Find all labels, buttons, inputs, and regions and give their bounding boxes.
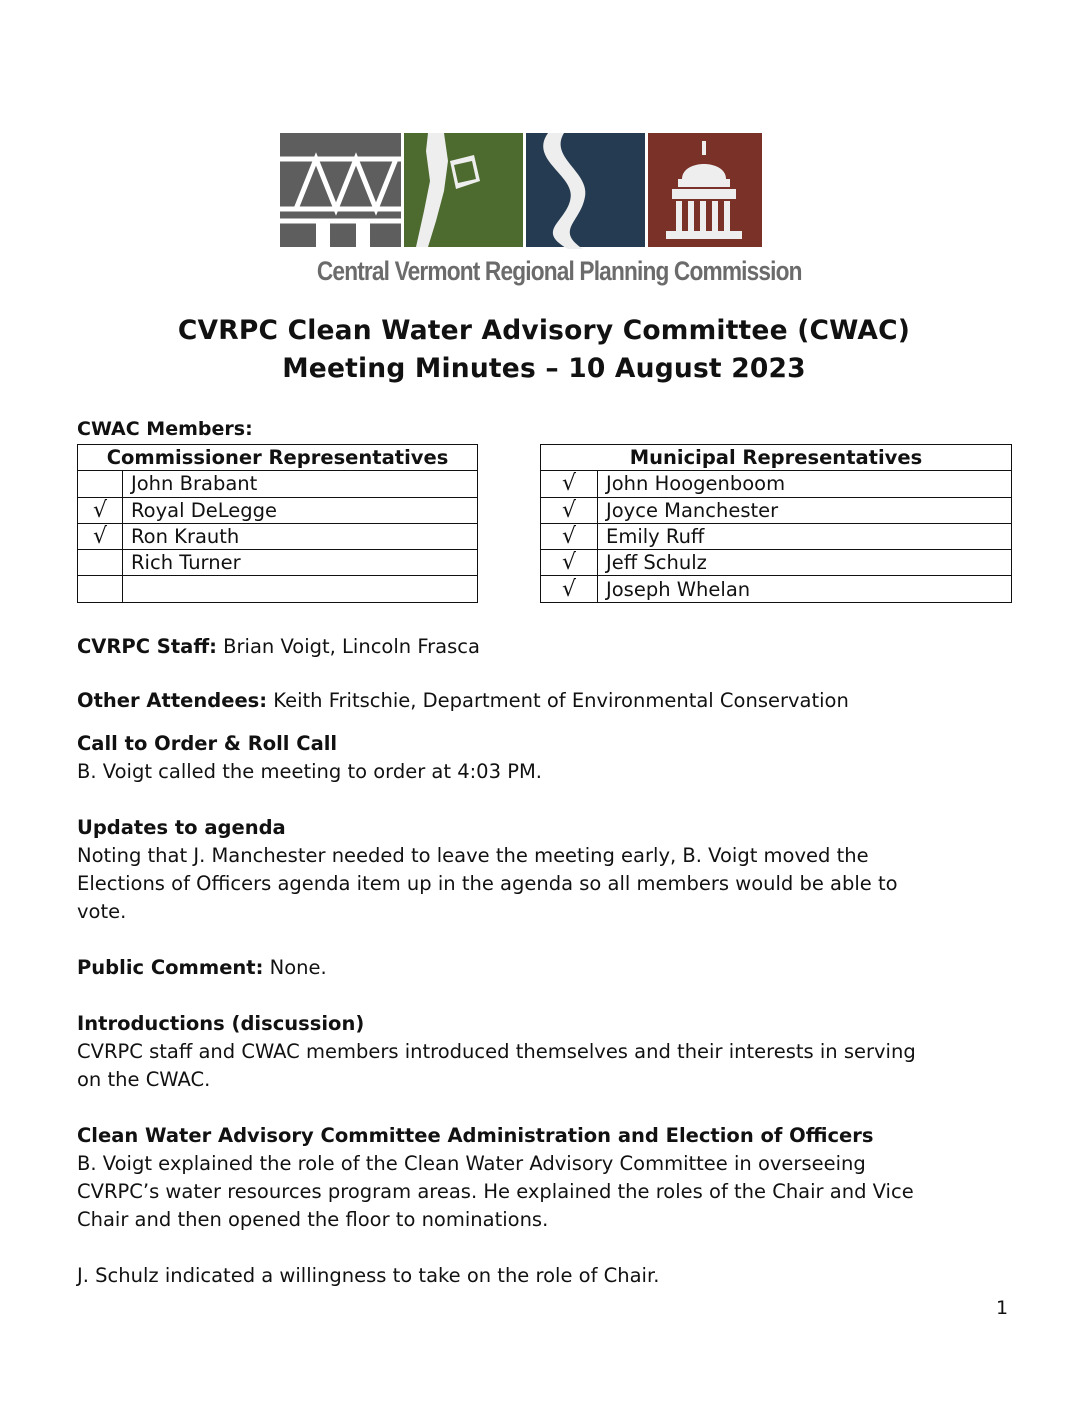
table-row: [541, 497, 1012, 523]
municipal-table-header: Municipal Representatives: [541, 445, 1012, 471]
page-number: 1: [996, 1297, 1009, 1319]
schulz-paragraph: J. Schulz indicated a willingness to take on the role of Chair.: [77, 1264, 660, 1287]
member-name: Rich Turner: [123, 550, 478, 576]
cvrpc-logo: [278, 131, 802, 301]
attendees-line: [77, 687, 1017, 715]
section-heading: Introductions (discussion): [77, 1012, 365, 1035]
municipal-table: [540, 444, 1012, 603]
attendance-check: √: [78, 523, 123, 549]
attendance-check: [78, 471, 123, 497]
table-row: [78, 550, 478, 576]
section-heading: Call to Order & Roll Call: [77, 732, 338, 755]
member-name: Joyce Manchester: [598, 497, 1012, 523]
table-row: [541, 523, 1012, 549]
introductions-section: [77, 1010, 1017, 1094]
staff-label: CVRPC Staff:: [77, 635, 217, 658]
attendance-check: √: [541, 497, 598, 523]
staff-value: Brian Voigt, Lincoln Frasca: [216, 635, 480, 658]
section-heading: Updates to agenda: [77, 816, 286, 839]
logo-wordmark: Central Vermont Regional Planning Commission: [316, 256, 802, 286]
attendees-value: Keith Fritschie, Department of Environmental Conservation: [267, 689, 849, 712]
attendance-check: [78, 576, 123, 602]
attendees-label: Other Attendees:: [77, 689, 268, 712]
staff-line: [77, 633, 1017, 661]
member-name: Royal DeLegge: [123, 497, 478, 523]
attendance-check: √: [541, 471, 598, 497]
commissioner-table-header: Commissioner Representatives: [78, 445, 478, 471]
section-body-line: CVRPC staff and CWAC members introduced themselves and their interests in serving: [77, 1040, 916, 1063]
section-body-line: Elections of Officers agenda item up in the agenda so all members would be able to: [77, 872, 898, 895]
table-row: [78, 523, 478, 549]
section-body-line: vote.: [77, 900, 127, 923]
section-body-line: Chair and then opened the floor to nominations.: [77, 1208, 549, 1231]
attendance-check: √: [541, 523, 598, 549]
updates-section: [77, 814, 1017, 926]
member-name: Ron Krauth: [123, 523, 478, 549]
attendance-check: [78, 550, 123, 576]
section-body: B. Voigt called the meeting to order at 4:03 PM.: [77, 760, 542, 783]
public-comment-value: None.: [263, 956, 327, 979]
administration-section: [77, 1122, 1017, 1234]
table-row: [78, 576, 478, 602]
table-row: [78, 471, 478, 497]
members-label: CWAC Members:: [77, 418, 253, 440]
page-title: [0, 312, 1088, 388]
member-name: Jeff Schulz: [598, 550, 1012, 576]
section-body-line: on the CWAC.: [77, 1068, 211, 1091]
title-line-2: Meeting Minutes – 10 August 2023: [282, 353, 806, 384]
attendance-check: √: [78, 497, 123, 523]
attendance-check: √: [541, 550, 598, 576]
member-name: Emily Ruff: [598, 523, 1012, 549]
table-row: [541, 550, 1012, 576]
commissioner-table: [77, 444, 478, 603]
call-to-order-section: [77, 730, 1017, 786]
attendance-check: √: [541, 576, 598, 602]
table-row: [78, 497, 478, 523]
logo-graphic: [278, 131, 764, 251]
section-heading: Clean Water Advisory Committee Administration and Election of Officers: [77, 1124, 874, 1147]
member-name: Joseph Whelan: [598, 576, 1012, 602]
title-line-1: CVRPC Clean Water Advisory Committee (CWAC): [177, 315, 911, 346]
member-name: [123, 576, 478, 602]
public-comment-label: Public Comment:: [77, 956, 264, 979]
section-body-line: Noting that J. Manchester needed to leave the meeting early, B. Voigt moved the: [77, 844, 869, 867]
table-row: [541, 576, 1012, 602]
member-name: John Brabant: [123, 471, 478, 497]
member-name: John Hoogenboom: [598, 471, 1012, 497]
section-body-line: CVRPC’s water resources program areas. He explained the roles of the Chair and Vice: [77, 1180, 914, 1203]
table-row: [541, 471, 1012, 497]
public-comment-line: [77, 954, 1017, 982]
section-body-line: B. Voigt explained the role of the Clean Water Advisory Committee in overseeing: [77, 1152, 866, 1175]
